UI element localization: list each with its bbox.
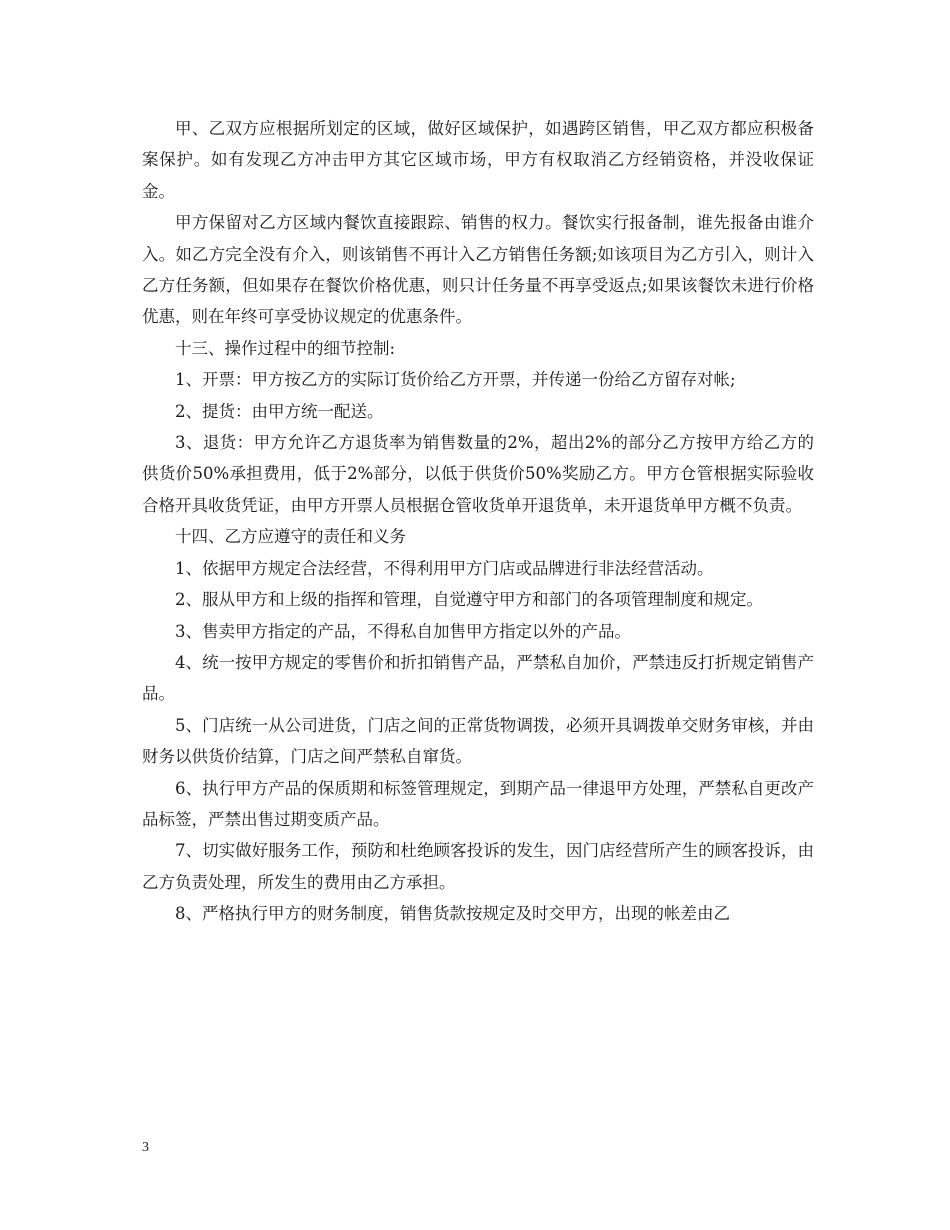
list-item-invoicing: 1、开票：甲方按乙方的实际订货价给乙方开票，并传递一份给乙方留存对帐;	[175, 370, 736, 390]
list-item-designated-products: 3、售卖甲方指定的产品，不得私自加售甲方指定以外的产品。	[175, 621, 631, 641]
list-item-returns: 3、退货：甲方允许乙方退货率为销售数量的2%，超出2%的部分乙方按甲方给乙方的供货价50%承担费用，低于2%部分，以低于供货价50%奖励乙方。甲方仓管根据实际验收合格开具收货凭证，由甲方开票人员根据仓管收货单开退货单，未开退货单甲方概不负责。	[142, 433, 814, 515]
list-item-stock-transfer: 5、门店统一从公司进货，门店之间的正常货物调拨，必须开具调拨单交财务审核，并由财务以供货价结算，门店之间严禁私自窜货。	[142, 715, 814, 767]
section-heading-14: 十四、乙方应遵守的责任和义务	[175, 527, 406, 547]
list-item-finance: 8、严格执行甲方的财务制度，销售货款按规定及时交甲方，出现的帐差由乙	[175, 904, 730, 924]
paragraph-region-protection: 甲、乙双方应根据所划定的区域，做好区域保护，如遇跨区销售，甲乙双方都应积极备案保护。如有发现乙方冲击甲方其它区域市场，甲方有权取消乙方经销资格，并没收保证金。	[142, 119, 814, 201]
list-item-customer-service: 7、切实做好服务工作，预防和杜绝顾客投诉的发生，因门店经营所产生的顾客投诉，由乙方负责处理，所发生的费用由乙方承担。	[142, 841, 814, 892]
list-item-shelf-life: 6、执行甲方产品的保质期和标签管理规定，到期产品一律退甲方处理，严禁私自更改产品标签，严禁出售过期变质产品。	[142, 778, 814, 829]
paragraph-catering-reservation: 甲方保留对乙方区域内餐饮直接跟踪、销售的权力。餐饮实行报备制，谁先报备由谁介入。如乙方完全没有介入，则该销售不再计入乙方销售任务额;如该项目为乙方引入，则计入乙方任务额，但如果存在餐饮价格优惠，则只计任务量不再享受返点;如果该餐饮未进行价格优惠，则在年终可享受协议规定的优惠条件。	[142, 213, 814, 327]
document-body	[142, 113, 814, 930]
list-item-pickup: 2、提货：由甲方统一配送。	[175, 401, 384, 421]
page-number: 3	[142, 1140, 149, 1155]
list-item-pricing: 4、统一按甲方规定的零售价和折扣销售产品，严禁私自加价，严禁违反打折规定销售产品。	[142, 652, 814, 704]
list-item-obey-management: 2、服从甲方和上级的指挥和管理，自觉遵守甲方和部门的各项管理制度和规定。	[175, 590, 763, 610]
list-item-lawful-operation: 1、依据甲方规定合法经营，不得利用甲方门店或品牌进行非法经营活动。	[175, 558, 714, 578]
section-heading-13: 十三、操作过程中的细节控制:	[175, 338, 396, 358]
